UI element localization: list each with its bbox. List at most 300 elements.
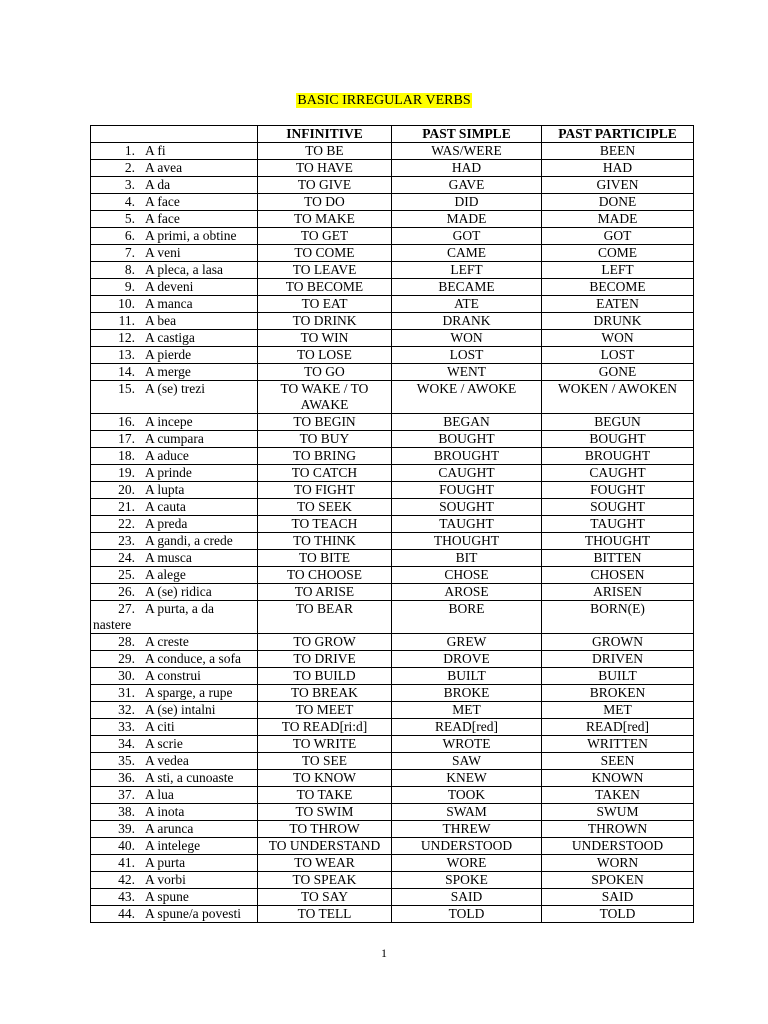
romanian-meaning: A incepe xyxy=(145,414,193,429)
table-row xyxy=(91,414,694,431)
infinitive-cell: TO BRING xyxy=(258,448,392,465)
table-row xyxy=(91,770,694,787)
romanian-cell xyxy=(91,906,258,923)
past-participle-cell: BEEN xyxy=(542,143,694,160)
table-row xyxy=(91,889,694,906)
romanian-meaning: A musca xyxy=(145,550,192,565)
row-number: 2. xyxy=(124,160,135,175)
infinitive-cell: TO CATCH xyxy=(258,465,392,482)
romanian-meaning: A da xyxy=(145,177,171,192)
romanian-cell xyxy=(91,313,258,330)
past-simple-cell: CAME xyxy=(392,245,542,262)
table-row xyxy=(91,330,694,347)
table-row xyxy=(91,381,694,414)
romanian-cell xyxy=(91,482,258,499)
infinitive-cell: TO THROW xyxy=(258,821,392,838)
infinitive-cell: TO TAKE xyxy=(258,787,392,804)
romanian-meaning: A face xyxy=(145,194,180,209)
past-simple-cell: SAID xyxy=(392,889,542,906)
romanian-cell xyxy=(91,364,258,381)
past-participle-cell: WRITTEN xyxy=(542,736,694,753)
romanian-meaning: A purta xyxy=(145,855,186,870)
infinitive-cell: TO WEAR xyxy=(258,855,392,872)
row-number: 4. xyxy=(124,194,135,209)
infinitive-cell: TO EAT xyxy=(258,296,392,313)
table-row xyxy=(91,550,694,567)
romanian-meaning: A (se) ridica xyxy=(145,584,212,599)
romanian-meaning: A gandi, a crede xyxy=(145,533,233,548)
past-participle-cell: BEGUN xyxy=(542,414,694,431)
row-number: 9. xyxy=(124,279,135,294)
row-number: 30. xyxy=(118,668,135,683)
romanian-cell xyxy=(91,228,258,245)
header-romanian xyxy=(91,126,258,143)
past-simple-cell: WORE xyxy=(392,855,542,872)
romanian-cell xyxy=(91,347,258,364)
infinitive-cell: TO LOSE xyxy=(258,347,392,364)
table-row xyxy=(91,567,694,584)
romanian-meaning: A bea xyxy=(145,313,177,328)
row-number: 27. xyxy=(118,601,135,616)
table-row xyxy=(91,431,694,448)
past-simple-cell: MADE xyxy=(392,211,542,228)
header-infinitive: INFINITIVE xyxy=(258,126,392,143)
past-simple-cell: HAD xyxy=(392,160,542,177)
past-participle-cell: BOUGHT xyxy=(542,431,694,448)
past-participle-cell: BUILT xyxy=(542,668,694,685)
romanian-meaning: A arunca xyxy=(145,821,194,836)
row-number: 40. xyxy=(118,838,135,853)
romanian-meaning: A primi, a obtine xyxy=(145,228,237,243)
table-header-row xyxy=(91,126,694,143)
table-row xyxy=(91,872,694,889)
table-row xyxy=(91,855,694,872)
infinitive-cell: TO SEE xyxy=(258,753,392,770)
romanian-meaning: A intelege xyxy=(145,838,201,853)
romanian-meaning: A cauta xyxy=(145,499,186,514)
past-participle-cell: MADE xyxy=(542,211,694,228)
table-row xyxy=(91,228,694,245)
romanian-cell xyxy=(91,753,258,770)
past-simple-cell: GAVE xyxy=(392,177,542,194)
table-row xyxy=(91,821,694,838)
table-row xyxy=(91,177,694,194)
row-number: 42. xyxy=(118,872,135,887)
past-simple-cell: WOKE / AWOKE xyxy=(392,381,542,414)
past-participle-cell: WON xyxy=(542,330,694,347)
row-number: 8. xyxy=(124,262,135,277)
romanian-cell xyxy=(91,381,258,414)
romanian-cell xyxy=(91,584,258,601)
table-row xyxy=(91,262,694,279)
infinitive-cell: TO GO xyxy=(258,364,392,381)
table-row xyxy=(91,702,694,719)
infinitive-cell: TO BITE xyxy=(258,550,392,567)
romanian-cell xyxy=(91,804,258,821)
infinitive-cell: TO SEEK xyxy=(258,499,392,516)
romanian-cell xyxy=(91,634,258,651)
past-simple-cell: UNDERSTOOD xyxy=(392,838,542,855)
past-participle-cell: TAUGHT xyxy=(542,516,694,533)
past-simple-cell: BORE xyxy=(392,601,542,634)
romanian-meaning: A veni xyxy=(145,245,181,260)
row-number: 38. xyxy=(118,804,135,819)
infinitive-cell: TO BEGIN xyxy=(258,414,392,431)
past-simple-cell: TOLD xyxy=(392,906,542,923)
past-participle-cell: COME xyxy=(542,245,694,262)
romanian-cell xyxy=(91,448,258,465)
table-row xyxy=(91,533,694,550)
row-number: 44. xyxy=(118,906,135,921)
past-participle-cell: GROWN xyxy=(542,634,694,651)
romanian-meaning: A (se) intalni xyxy=(145,702,216,717)
romanian-cell xyxy=(91,296,258,313)
row-number: 36. xyxy=(118,770,135,785)
infinitive-cell: TO TELL xyxy=(258,906,392,923)
infinitive-cell: TO BUILD xyxy=(258,668,392,685)
infinitive-cell: TO SPEAK xyxy=(258,872,392,889)
row-number: 7. xyxy=(124,245,135,260)
past-simple-cell: GOT xyxy=(392,228,542,245)
romanian-cell xyxy=(91,550,258,567)
row-number: 3. xyxy=(124,177,135,192)
past-simple-cell: BOUGHT xyxy=(392,431,542,448)
past-simple-cell: BIT xyxy=(392,550,542,567)
past-participle-cell: CAUGHT xyxy=(542,465,694,482)
infinitive-cell: TO SWIM xyxy=(258,804,392,821)
past-simple-cell: CHOSE xyxy=(392,567,542,584)
past-participle-cell: SAID xyxy=(542,889,694,906)
past-simple-cell: THREW xyxy=(392,821,542,838)
infinitive-cell: TO LEAVE xyxy=(258,262,392,279)
table-row xyxy=(91,313,694,330)
past-simple-cell: BEGAN xyxy=(392,414,542,431)
romanian-cell xyxy=(91,736,258,753)
past-simple-cell: DID xyxy=(392,194,542,211)
table-row xyxy=(91,347,694,364)
past-simple-cell: BUILT xyxy=(392,668,542,685)
romanian-meaning: A pierde xyxy=(145,347,192,362)
past-simple-cell: TOOK xyxy=(392,787,542,804)
infinitive-cell: TO BUY xyxy=(258,431,392,448)
infinitive-cell: TO BE xyxy=(258,143,392,160)
romanian-meaning: A avea xyxy=(145,160,183,175)
romanian-cell xyxy=(91,143,258,160)
row-number: 11. xyxy=(118,313,135,328)
row-number: 16. xyxy=(118,414,135,429)
infinitive-cell: TO GIVE xyxy=(258,177,392,194)
romanian-meaning: A conduce, a sofa xyxy=(145,651,241,666)
romanian-cell xyxy=(91,262,258,279)
past-participle-cell: THROWN xyxy=(542,821,694,838)
table-row xyxy=(91,364,694,381)
past-simple-cell: SPOKE xyxy=(392,872,542,889)
past-simple-cell: AROSE xyxy=(392,584,542,601)
infinitive-cell: TO THINK xyxy=(258,533,392,550)
infinitive-cell: TO WRITE xyxy=(258,736,392,753)
romanian-cell xyxy=(91,245,258,262)
table-row xyxy=(91,668,694,685)
infinitive-cell: TO ARISE xyxy=(258,584,392,601)
table-row xyxy=(91,601,694,634)
infinitive-cell: TO FIGHT xyxy=(258,482,392,499)
romanian-cell xyxy=(91,414,258,431)
infinitive-cell: TO DO xyxy=(258,194,392,211)
romanian-meaning: A merge xyxy=(145,364,191,379)
past-participle-cell: WOKEN / AWOKEN xyxy=(542,381,694,414)
past-participle-cell: BROKEN xyxy=(542,685,694,702)
romanian-cell xyxy=(91,821,258,838)
table-row xyxy=(91,194,694,211)
romanian-cell xyxy=(91,499,258,516)
table-row xyxy=(91,143,694,160)
romanian-meaning: A purta, a da nastere xyxy=(93,601,214,632)
infinitive-cell: TO BECOME xyxy=(258,279,392,296)
past-participle-cell: TAKEN xyxy=(542,787,694,804)
table-row xyxy=(91,211,694,228)
romanian-meaning: A citi xyxy=(145,719,175,734)
past-simple-cell: KNEW xyxy=(392,770,542,787)
past-simple-cell: WENT xyxy=(392,364,542,381)
page-number: 1 xyxy=(381,946,387,960)
past-participle-cell: DONE xyxy=(542,194,694,211)
past-participle-cell: CHOSEN xyxy=(542,567,694,584)
past-participle-cell: MET xyxy=(542,702,694,719)
row-number: 21. xyxy=(118,499,135,514)
infinitive-cell: TO DRINK xyxy=(258,313,392,330)
past-simple-cell: WON xyxy=(392,330,542,347)
romanian-cell xyxy=(91,872,258,889)
past-simple-cell: SWAM xyxy=(392,804,542,821)
romanian-meaning: A spune xyxy=(145,889,189,904)
past-simple-cell: GREW xyxy=(392,634,542,651)
infinitive-cell: TO MEET xyxy=(258,702,392,719)
romanian-meaning: A vedea xyxy=(145,753,189,768)
table-row xyxy=(91,685,694,702)
row-number: 6. xyxy=(124,228,135,243)
romanian-cell xyxy=(91,330,258,347)
row-number: 28. xyxy=(118,634,135,649)
table-row xyxy=(91,482,694,499)
romanian-meaning: A pleca, a lasa xyxy=(145,262,223,277)
row-number: 37. xyxy=(118,787,135,802)
table-row xyxy=(91,736,694,753)
romanian-meaning: A inota xyxy=(145,804,185,819)
row-number: 18. xyxy=(118,448,135,463)
past-simple-cell: BROKE xyxy=(392,685,542,702)
verbs-table xyxy=(90,125,694,923)
romanian-cell xyxy=(91,889,258,906)
romanian-cell xyxy=(91,465,258,482)
romanian-cell xyxy=(91,719,258,736)
past-participle-cell: SPOKEN xyxy=(542,872,694,889)
row-number: 41. xyxy=(118,855,135,870)
past-participle-cell: HAD xyxy=(542,160,694,177)
romanian-meaning: A preda xyxy=(145,516,188,531)
row-number: 39. xyxy=(118,821,135,836)
romanian-meaning: A construi xyxy=(145,668,201,683)
row-number: 20. xyxy=(118,482,135,497)
infinitive-cell: TO DRIVE xyxy=(258,651,392,668)
infinitive-cell: TO MAKE xyxy=(258,211,392,228)
past-simple-cell: BECAME xyxy=(392,279,542,296)
past-simple-cell: SAW xyxy=(392,753,542,770)
romanian-cell xyxy=(91,279,258,296)
romanian-cell xyxy=(91,787,258,804)
past-participle-cell: SEEN xyxy=(542,753,694,770)
past-participle-cell: FOUGHT xyxy=(542,482,694,499)
romanian-meaning: A scrie xyxy=(145,736,183,751)
past-simple-cell: LEFT xyxy=(392,262,542,279)
past-simple-cell: DRANK xyxy=(392,313,542,330)
past-simple-cell: BROUGHT xyxy=(392,448,542,465)
past-participle-cell: GONE xyxy=(542,364,694,381)
romanian-meaning: A sti, a cunoaste xyxy=(145,770,234,785)
row-number: 15. xyxy=(118,381,135,396)
romanian-meaning: A lupta xyxy=(145,482,185,497)
romanian-cell xyxy=(91,668,258,685)
romanian-meaning: A manca xyxy=(145,296,193,311)
row-number: 14. xyxy=(118,364,135,379)
header-past-simple: PAST SIMPLE xyxy=(392,126,542,143)
past-participle-cell: LOST xyxy=(542,347,694,364)
infinitive-cell: TO SAY xyxy=(258,889,392,906)
past-participle-cell: DRUNK xyxy=(542,313,694,330)
row-number: 31. xyxy=(118,685,135,700)
romanian-meaning: A fi xyxy=(145,143,166,158)
past-simple-cell: SOUGHT xyxy=(392,499,542,516)
table-row xyxy=(91,906,694,923)
table-row xyxy=(91,499,694,516)
romanian-meaning: A face xyxy=(145,211,180,226)
row-number: 35. xyxy=(118,753,135,768)
romanian-cell xyxy=(91,685,258,702)
title-text: BASIC IRREGULAR VERBS xyxy=(297,93,471,108)
romanian-cell xyxy=(91,651,258,668)
table-row xyxy=(91,719,694,736)
row-number: 17. xyxy=(118,431,135,446)
infinitive-cell: TO KNOW xyxy=(258,770,392,787)
past-participle-cell: LEFT xyxy=(542,262,694,279)
romanian-meaning: A creste xyxy=(145,634,189,649)
row-number: 23. xyxy=(118,533,135,548)
table-row xyxy=(91,753,694,770)
past-simple-cell: READ[red] xyxy=(392,719,542,736)
romanian-meaning: A spune/a povesti xyxy=(145,906,241,921)
past-simple-cell: ATE xyxy=(392,296,542,313)
table-row xyxy=(91,584,694,601)
row-number: 33. xyxy=(118,719,135,734)
infinitive-cell: TO WIN xyxy=(258,330,392,347)
row-number: 22. xyxy=(118,516,135,531)
past-simple-cell: TAUGHT xyxy=(392,516,542,533)
past-participle-cell: READ[red] xyxy=(542,719,694,736)
row-number: 26. xyxy=(118,584,135,599)
row-number: 13. xyxy=(118,347,135,362)
past-participle-cell: WORN xyxy=(542,855,694,872)
romanian-meaning: A (se) trezi xyxy=(145,381,205,396)
past-simple-cell: WROTE xyxy=(392,736,542,753)
romanian-cell xyxy=(91,702,258,719)
past-simple-cell: FOUGHT xyxy=(392,482,542,499)
table-row xyxy=(91,296,694,313)
table-row xyxy=(91,838,694,855)
romanian-cell xyxy=(91,567,258,584)
table-row xyxy=(91,279,694,296)
romanian-meaning: A deveni xyxy=(145,279,194,294)
row-number: 29. xyxy=(118,651,135,666)
table-row xyxy=(91,245,694,262)
infinitive-cell: TO GROW xyxy=(258,634,392,651)
row-number: 43. xyxy=(118,889,135,904)
romanian-cell xyxy=(91,160,258,177)
table-row xyxy=(91,160,694,177)
past-simple-cell: CAUGHT xyxy=(392,465,542,482)
past-participle-cell: SOUGHT xyxy=(542,499,694,516)
romanian-meaning: A lua xyxy=(145,787,174,802)
table-row xyxy=(91,787,694,804)
romanian-meaning: A aduce xyxy=(145,448,189,463)
past-participle-cell: DRIVEN xyxy=(542,651,694,668)
row-number: 5. xyxy=(124,211,135,226)
romanian-meaning: A vorbi xyxy=(145,872,186,887)
romanian-cell xyxy=(91,838,258,855)
romanian-meaning: A alege xyxy=(145,567,186,582)
infinitive-cell: TO GET xyxy=(258,228,392,245)
infinitive-cell: TO CHOOSE xyxy=(258,567,392,584)
infinitive-cell: TO COME xyxy=(258,245,392,262)
past-participle-cell: ARISEN xyxy=(542,584,694,601)
past-simple-cell: DROVE xyxy=(392,651,542,668)
infinitive-cell: TO BEAR xyxy=(258,601,392,634)
past-participle-cell: KNOWN xyxy=(542,770,694,787)
romanian-cell xyxy=(91,533,258,550)
infinitive-cell: TO READ[ri:d] xyxy=(258,719,392,736)
romanian-cell xyxy=(91,855,258,872)
past-participle-cell: UNDERSTOOD xyxy=(542,838,694,855)
romanian-meaning: A sparge, a rupe xyxy=(145,685,233,700)
romanian-meaning: A castiga xyxy=(145,330,195,345)
table-body xyxy=(91,143,694,923)
past-simple-cell: MET xyxy=(392,702,542,719)
past-simple-cell: THOUGHT xyxy=(392,533,542,550)
header-past-participle: PAST PARTICIPLE xyxy=(542,126,694,143)
row-number: 12. xyxy=(118,330,135,345)
romanian-cell xyxy=(91,194,258,211)
row-number: 24. xyxy=(118,550,135,565)
past-participle-cell: BROUGHT xyxy=(542,448,694,465)
table-row xyxy=(91,651,694,668)
romanian-cell xyxy=(91,431,258,448)
table-row xyxy=(91,465,694,482)
row-number: 1. xyxy=(124,143,135,158)
table-row xyxy=(91,804,694,821)
infinitive-cell: TO UNDERSTAND xyxy=(258,838,392,855)
past-participle-cell: EATEN xyxy=(542,296,694,313)
past-simple-cell: LOST xyxy=(392,347,542,364)
romanian-cell xyxy=(91,516,258,533)
infinitive-cell: TO HAVE xyxy=(258,160,392,177)
row-number: 19. xyxy=(118,465,135,480)
romanian-cell xyxy=(91,177,258,194)
table-row xyxy=(91,516,694,533)
past-participle-cell: GIVEN xyxy=(542,177,694,194)
romanian-meaning: A prinde xyxy=(145,465,192,480)
infinitive-cell: TO TEACH xyxy=(258,516,392,533)
past-participle-cell: THOUGHT xyxy=(542,533,694,550)
past-participle-cell: BECOME xyxy=(542,279,694,296)
past-participle-cell: BITTEN xyxy=(542,550,694,567)
